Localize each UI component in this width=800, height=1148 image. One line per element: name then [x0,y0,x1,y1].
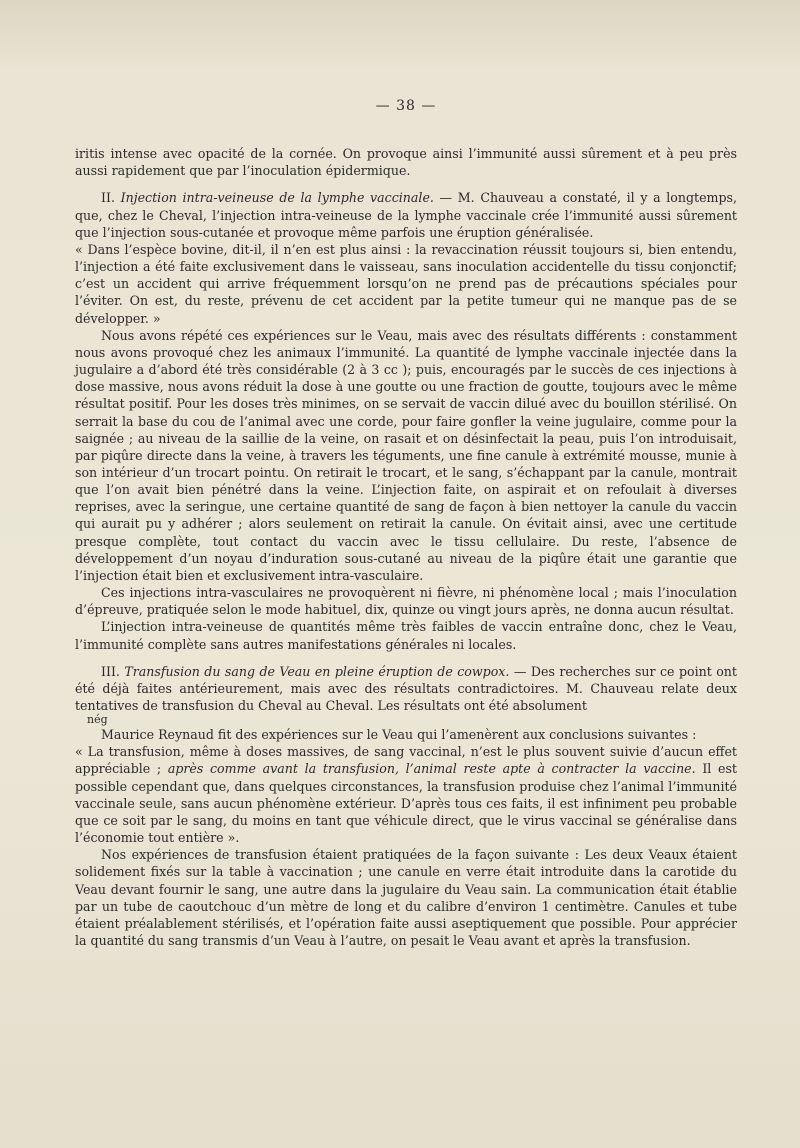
reynaud-quote-part1: « La transfusion, même à doses massives, de sang vaccinal, n’est le plus souvent suivie d’aucun effet appréciable ; [75,744,737,777]
section-3-text: — Des recherches sur ce point ont été déjà faites antérieurement, mais avec des résultats contradictoires. M. Chauveau relate deux tentatives de transfusion du Cheval au Cheval. Les résultats ont été absolument [75,663,737,713]
section-3-paragraph [75,663,737,714]
paragraph-conclusion-injection: L’injection intra-veineuse de quantités même très faibles de vaccin entraîne donc, chez le Veau, l’immunité complète sans autres manifestations générales ni locales. [75,619,737,652]
paragraph-injections-intravasculaires: Ces injections intra-vasculaires ne provoquèrent ni fièvre, ni phénomène local ; mais l’inoculation d’épreuve, pratiquée selon le mode habituel, dix, quinze ou vingt jours après, ne donna aucun résultat. [75,585,737,618]
document-page [75,98,737,949]
section-2-title: Injection intra-veineuse de la lymphe vaccinale. [120,190,434,206]
paragraph-transfusion-method: Nos expériences de transfusion étaient pratiquées de la façon suivante : Les deux Veaux étaient solidement fixés sur la table à vaccination ; une canule en verre était introduite dans la carotide du Veau devant fournir le sang, une autre dans la jugulaire du Veau sain. La communication était établie par un tube de caoutchouc d’un mètre de long et du calibre d’environ 1 centimètre. Canules et tube étaient préalablement stérilisés, et l’opération faite aussi aseptiquement que possible. Pour apprécier la quantité du sang transmis d’un Veau à l’autre, on pesait le Veau avant et après la transfusion. [75,847,737,949]
section-2-text: — M. Chauveau a constaté, il y a longtemps, que, chez le Cheval, l’injection intra-veineuse de la lymphe vaccinale crée l’immunité aussi sûrement que l’injection sous-cutanée et provoque même parfois une éruption généralisée. [75,190,737,240]
reynaud-quote-part2: Il est possible cependant que, dans quelques circonstances, la transfusion produise chez l’animal l’immunité vaccinale seule, sans aucun phénomène extérieur. D’après tous ces faits, il est infiniment peu probable que ce soit par le sang, du moins en tant que véhicule direct, que le virus vaccinal se généralise dans l’économie tout entière ». [75,761,737,846]
paragraph-reynaud-intro: Maurice Reynaud fit des expériences sur le Veau qui l’amenèrent aux conclusions suivantes : [101,727,697,743]
stray-fragment: nég [87,713,108,727]
section-3-number: III. [101,663,120,679]
paragraph-chauveau-quote: « Dans l’espèce bovine, dit-il, il n’en est plus ainsi : la revaccination réussit toujours si, bien entendu, l’injection a été faite exclusivement dans le vaisseau, sans inoculation accidentelle du tissu conjonctif; c’est un accident qui arrive fréquemment lorsqu’on ne prend pas de précautions spéciales pour l’éviter. On est, du reste, prévenu de cet accident par la petite tumeur qui ne manque pas de se développer. » [75,241,737,326]
paragraph-iritis: iritis intense avec opacité de la cornée. On provoque ainsi l’immunité aussi sûrement et à peu près aussi rapidement que par l’inoculation épidermique. [75,146,737,179]
paragraph-reynaud-quote [75,743,737,846]
section-2-paragraph [75,189,737,240]
page-number: — 38 — [375,98,437,114]
section-3-title: Transfusion du sang de Veau en pleine éruption de cowpox. [124,663,510,679]
reynaud-quote-italic: après comme avant la transfusion, l’animal reste apte à contracter la vaccine. [167,761,696,777]
section-2-number: II. [101,190,115,206]
paragraph-experiences-veau: Nous avons répété ces expériences sur le Veau, mais avec des résultats différents : constamment nous avons provoqué chez les animaux l’immunité. La quantité de lymphe vaccinale injectée dans la jugulaire a d’abord été très considérable (2 à 3 cc ); puis, encouragés par le succès de ces injections à dose massive, nous avons réduit la dose à une goutte ou une fraction de goutte, toujours avec le même résultat positif. Pour les doses très minimes, on se servait de vaccin dilué avec du bouillon stérilisé. On serrait la base du cou de l’animal avec une corde, pour faire gonfler la veine jugulaire, comme pour la saignée ; au niveau de la saillie de la veine, on rasait et on désinfectait la peau, puis l’on introduisait, par piqûre directe dans la veine, à travers les téguments, une fine canule à extrémité mousse, munie à son intérieur d’un trocart pointu. On retirait le trocart, et le sang, s’échappant par la canule, montrait que l’on avait bien pénétré dans la veine. L’injection faite, on aspirait et on refoulait à diverses reprises, avec la seringue, une certaine quantité de sang de façon à bien nettoyer la canule du vaccin qui aurait pu y adhérer ; alors seulement on retirait la canule. On évitait ainsi, avec une certitude presque complète, tout contact du vaccin avec le tissu cellulaire. Du reste, l’absence de développement d’un noyau d’induration sous-cutané au niveau de la piqûre était une garantie que l’injection était bien et exclusivement intra-vasculaire. [75,327,737,583]
